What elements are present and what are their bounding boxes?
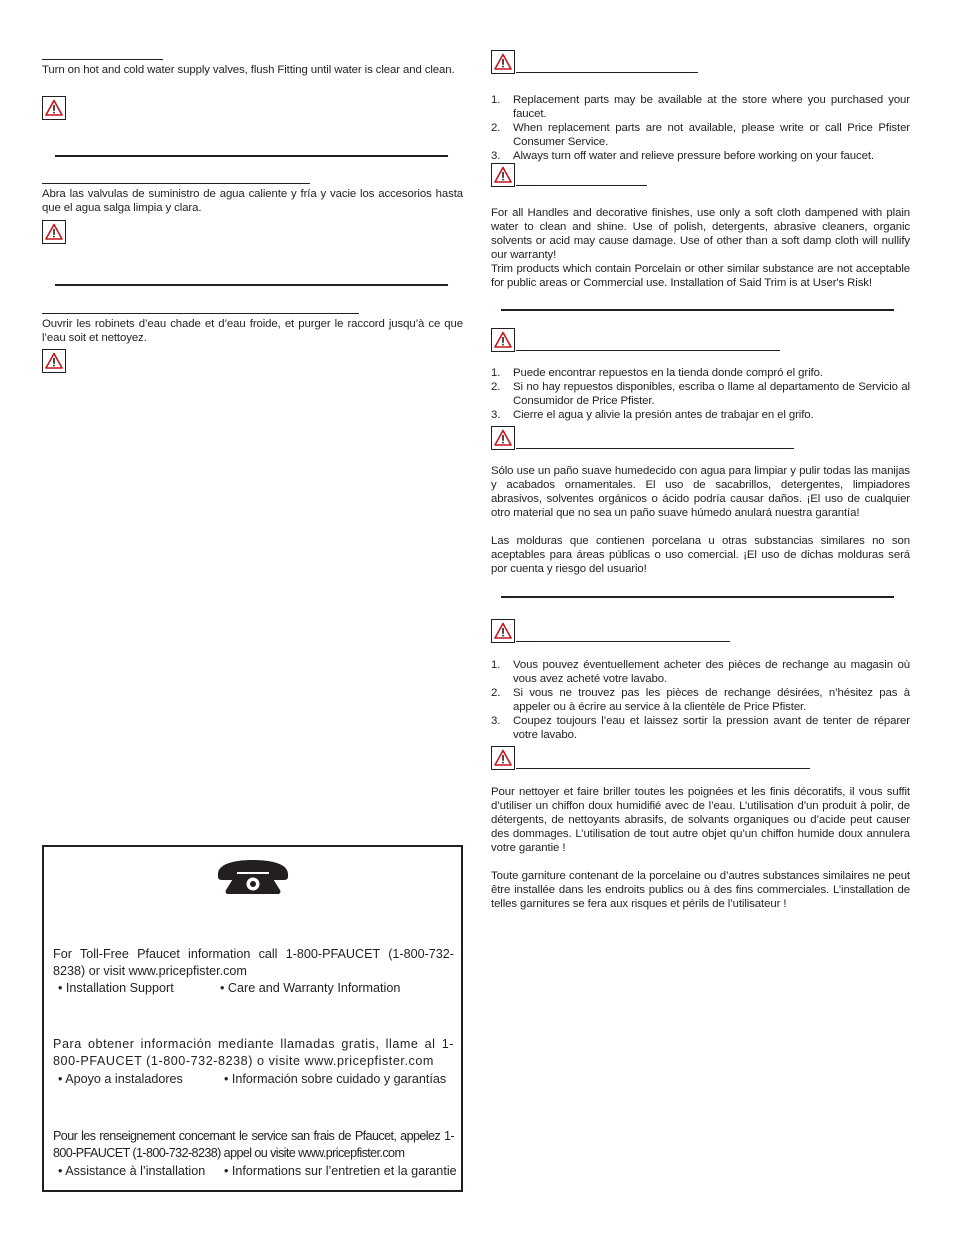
es-flush-instruction: Abra las valvulas de suministro de agua caliente y fría y vacie los accesorios hasta que el agua salga limpia y clara. bbox=[42, 188, 463, 214]
list-item: 1. Puede encontrar repuestos en la tienda donde compró el grifo. bbox=[491, 367, 823, 379]
heading-rule bbox=[516, 185, 647, 186]
list-item: 2. When replacement parts are not available, please write or call Price Pfister Consumer Service. bbox=[491, 122, 910, 148]
fr-trim-warning: Toute garniture contenant de la porcelaine ou d’autres substances similaires ne peut être installée dans les endroits publics ou à des fins commerciales. L’installation de telles garnitures se fera aux risques et périls de l’utilisateur ! bbox=[491, 870, 910, 910]
heading-rule bbox=[516, 768, 810, 769]
fr-flush-instruction: Ouvrir les robinets d’eau chade et d’eau froide, et purger le raccord jusqu’à ce que l’eau soit et nettoyez. bbox=[42, 318, 463, 344]
fr-contact-bullets bbox=[58, 1163, 457, 1180]
list-item: 2. Si vous ne trouvez pas les pièces de rechange désirées, n’hésitez pas à appeler ou à écrire au service à la clientèle de Price Pfister. bbox=[491, 687, 910, 713]
en-care-text: For all Handles and decorative finishes, use only a soft cloth dampened with plain water to clean and shine. Use of polish, detergents, abrasive cleaners, organic solvents or acid may cause damage. Use of other than a soft damp cloth will nullify our warranty! bbox=[491, 207, 910, 261]
list-item: 3. Coupez toujours l’eau et laissez sortir la pression avant de tenter de réparer votre lavabo. bbox=[491, 715, 910, 741]
section-divider bbox=[501, 596, 894, 598]
section-divider bbox=[55, 284, 448, 286]
warning-triangle-icon bbox=[491, 426, 515, 450]
warning-triangle-icon bbox=[42, 349, 66, 373]
contact-info-box bbox=[42, 845, 463, 1192]
fr-contact-text: Pour les renseignement concernant le service san frais de Pfaucet, appelez 1-800-PFAUCET (1-800-732-8238) appel ou visite www.pricepfister.com bbox=[53, 1129, 454, 1160]
en-contact-bullets bbox=[58, 980, 453, 997]
care-warranty-item-es: • Información sobre cuidado y garantías bbox=[224, 1072, 447, 1086]
warning-triangle-icon bbox=[491, 746, 515, 770]
telephone-icon bbox=[214, 858, 292, 896]
en-contact-text: For Toll-Free Pfaucet information call 1-800-PFAUCET (1-800-732-8238) or visit www.pricepfister.com bbox=[53, 947, 454, 978]
care-warranty-item-fr: • Informations sur l’entretien et la garantie bbox=[224, 1164, 457, 1178]
section-divider bbox=[55, 155, 448, 157]
en-trim-warning: Trim products which contain Porcelain or other similar substance are not acceptable for public areas or Commercial use. Installation of Said Trim is at User's Risk! bbox=[491, 263, 910, 289]
es-contact-text: Para obtener información mediante llamadas gratis, llame al 1-800-PFAUCET (1-800-732-8238) o visite www.pricepfister.com bbox=[53, 1037, 454, 1068]
es-service-list bbox=[491, 366, 910, 422]
heading-rule bbox=[516, 72, 698, 73]
installation-assistance-item: • Assistance à l’installation bbox=[58, 1164, 206, 1178]
warning-triangle-icon bbox=[491, 328, 515, 352]
list-item: 2. Si no hay repuestos disponibles, escriba o llame al departamento de Servicio al Consumidor de Price Pfister. bbox=[491, 381, 910, 407]
warning-triangle-icon bbox=[491, 619, 515, 643]
heading-rule bbox=[516, 350, 780, 351]
installer-support-item: • Apoyo a instaladores bbox=[58, 1072, 183, 1086]
es-trim-warning: Las molduras que contienen porcelana u otras substancias similares no son aceptables para áreas públicas o uso comercial. ¡El uso de dichas molduras será por cuenta y riesgo del usuario! bbox=[491, 535, 910, 575]
list-item: 3. Cierre el agua y alivie la presión antes de trabajar en el grifo. bbox=[491, 409, 814, 421]
warning-triangle-icon bbox=[42, 96, 66, 120]
section-divider bbox=[501, 309, 894, 311]
warning-triangle-icon bbox=[491, 50, 515, 74]
warning-triangle-icon bbox=[491, 163, 515, 187]
heading-rule bbox=[42, 313, 359, 314]
en-service-list bbox=[491, 93, 910, 163]
en-flush-instruction: Turn on hot and cold water supply valves, flush Fitting until water is clear and clean. bbox=[42, 64, 455, 76]
list-item: 1. Vous pouvez éventuellement acheter des pièces de rechange au magasin où vous avez acheté votre lavabo. bbox=[491, 659, 910, 685]
es-care-text: Sólo use un paño suave humedecido con agua para limpiar y pulir todas las manijas y acabados ornamentales. El uso de sacabrillos, detergentes, limpiadores abrasivos, solventes orgánicos o ácido podría causar daños. ¡El uso de cualquier otro material que no sea un paño suave húmedo anulará nuestra garantía! bbox=[491, 465, 910, 519]
fr-service-list bbox=[491, 658, 910, 742]
list-item: 3. Always turn off water and relieve pressure before working on your faucet. bbox=[491, 150, 874, 162]
heading-rule bbox=[516, 641, 730, 642]
heading-rule bbox=[42, 59, 163, 60]
heading-rule bbox=[42, 183, 310, 184]
care-warranty-item: • Care and Warranty Information bbox=[220, 981, 401, 995]
installation-support-item: • Installation Support bbox=[58, 981, 174, 995]
fr-care-text: Pour nettoyer et faire briller toutes les poignées et les finis décoratifs, il vous suffit d’utiliser un chiffon doux humidifié avec de l’eau. L’utilisation d’un produit à polir, de détergents, de nettoyants abrasifs, de solvants organiques ou d’acide peut causer des dommages. L’utilisation de tout autre objet qu’un chiffon humide doux annulera votre garantie ! bbox=[491, 786, 910, 854]
list-item: 1. Replacement parts may be available at the store where you purchased your faucet. bbox=[491, 94, 910, 120]
es-contact-bullets bbox=[58, 1071, 453, 1088]
warning-triangle-icon bbox=[42, 220, 66, 244]
heading-rule bbox=[516, 448, 794, 449]
